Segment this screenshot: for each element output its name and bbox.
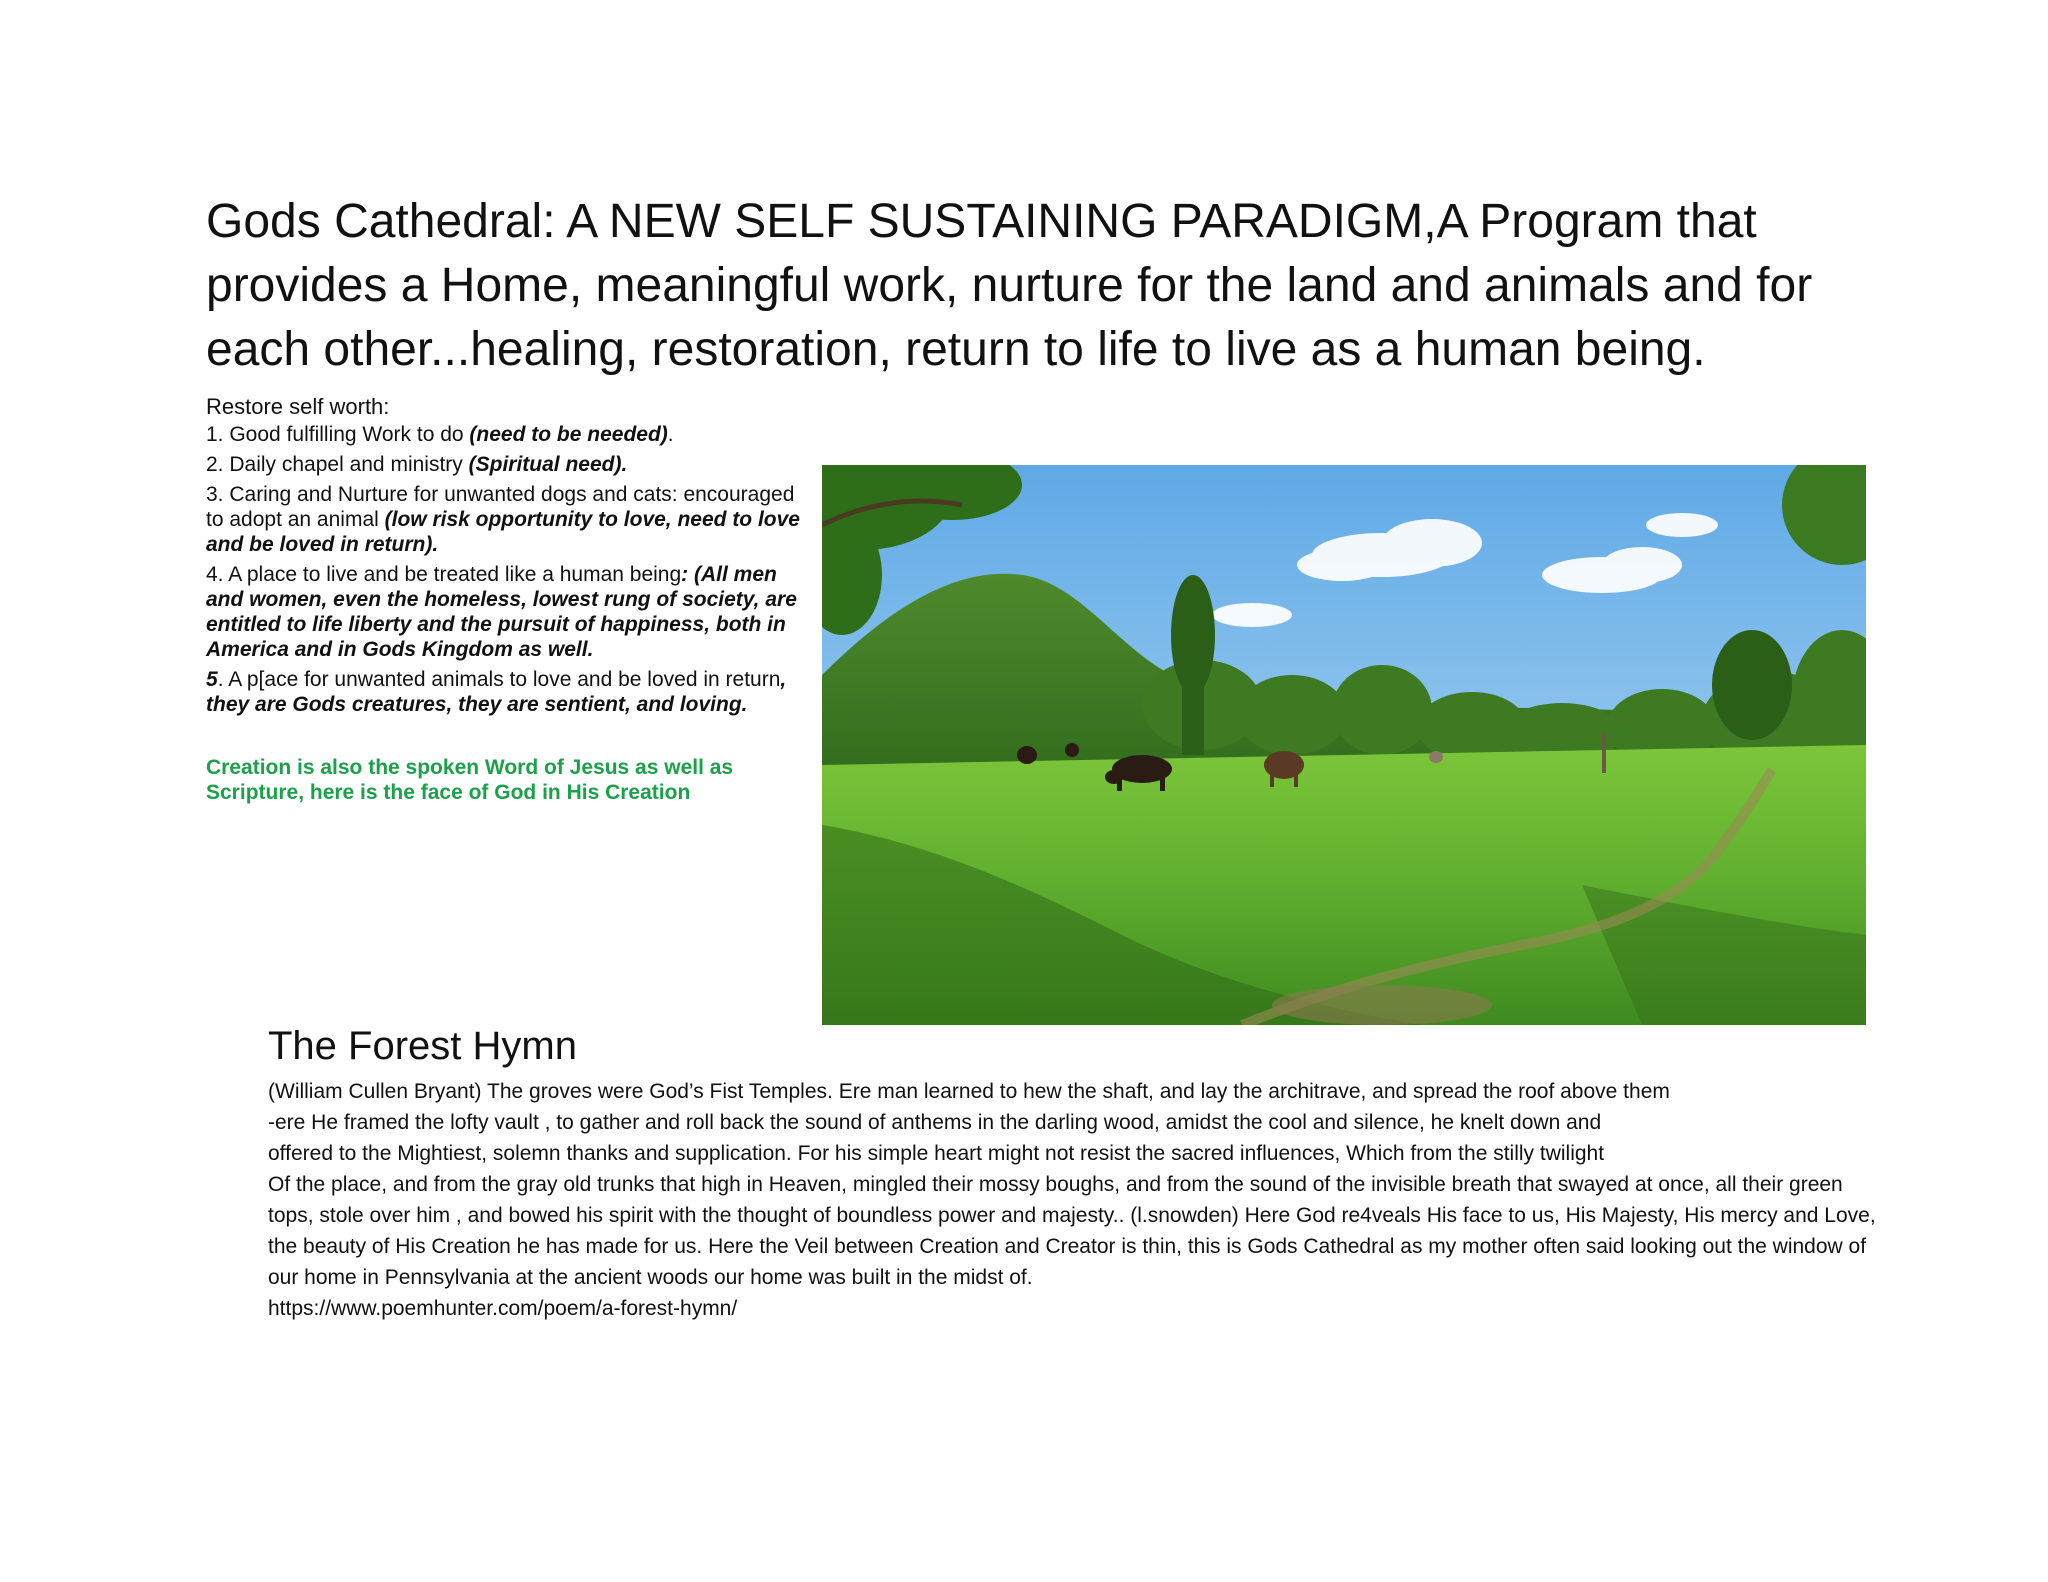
creation-note: Creation is also the spoken Word of Jesus as well as Scripture, here is the face of God in His Creation xyxy=(206,756,734,804)
list-item: 1. Good fulfilling Work to do (need to be needed). xyxy=(206,423,674,446)
restore-lead: Restore self worth: xyxy=(206,394,390,419)
hymn-line: offered to the Mightiest, solemn thanks and supplication. For his simple heart might not resist the sacred influences, Which from the stilly twilight xyxy=(268,1142,1605,1165)
forest-hymn-section xyxy=(268,1022,1888,1324)
hymn-line: Of the place, and from the gray old trunks that high in Heaven, mingled their mossy boughs, and from the sound of the invisible breath that swayed at once, all their green tops, stole over him , and bowed his spirit with the thought of boundless power and majesty.. (l.snowden) Here God re4veals His face to us, His Majesty, His mercy and Love, the beauty of His Creation he has made for us. Here the Veil between Creation and Creator is thin, this is Gods Cathedral as my mother often said looking out the window of our home in Pennsylvania at the ancient woods our home was built in the midst of. xyxy=(268,1173,1876,1289)
list-item: 5. A p[ace for unwanted animals to love and be loved in return, they are Gods creatures, they are sentient, and loving. xyxy=(206,668,787,716)
restore-self-worth-section xyxy=(206,392,806,805)
page-title: Gods Cathedral: A NEW SELF SUSTAINING PARADIGM,A Program that provides a Home, meaningful work, nurture for the land and animals and for each other...healing, restoration, return to life to live as a human being. xyxy=(206,195,1813,376)
hymn-heading: The Forest Hymn xyxy=(268,1024,577,1068)
meadow-landscape-image xyxy=(822,465,1866,1025)
hymn-line: -ere He framed the lofty vault , to gather and roll back the sound of anthems in the darling wood, amidst the cool and silence, he knelt down and xyxy=(268,1111,1602,1134)
list-item: 2. Daily chapel and ministry (Spiritual need). xyxy=(206,453,628,476)
list-item: 3. Caring and Nurture for unwanted dogs and cats: encouraged to adopt an animal (low risk opportunity to love, need to love and be loved in return). xyxy=(206,483,800,556)
list-item: 4. A place to live and be treated like a human being: (All men and women, even the homeless, lowest rung of society, are entitled to life liberty and the pursuit of happiness, both in America and in Gods Kingdom as well. xyxy=(206,563,797,661)
poem-link[interactable]: https://www.poemhunter.com/poem/a-forest-hymn/ xyxy=(268,1297,738,1320)
hymn-line: (William Cullen Bryant) The groves were God’s Fist Temples. Ere man learned to hew the shaft, and lay the architrave, and spread the roof above them xyxy=(268,1080,1670,1103)
